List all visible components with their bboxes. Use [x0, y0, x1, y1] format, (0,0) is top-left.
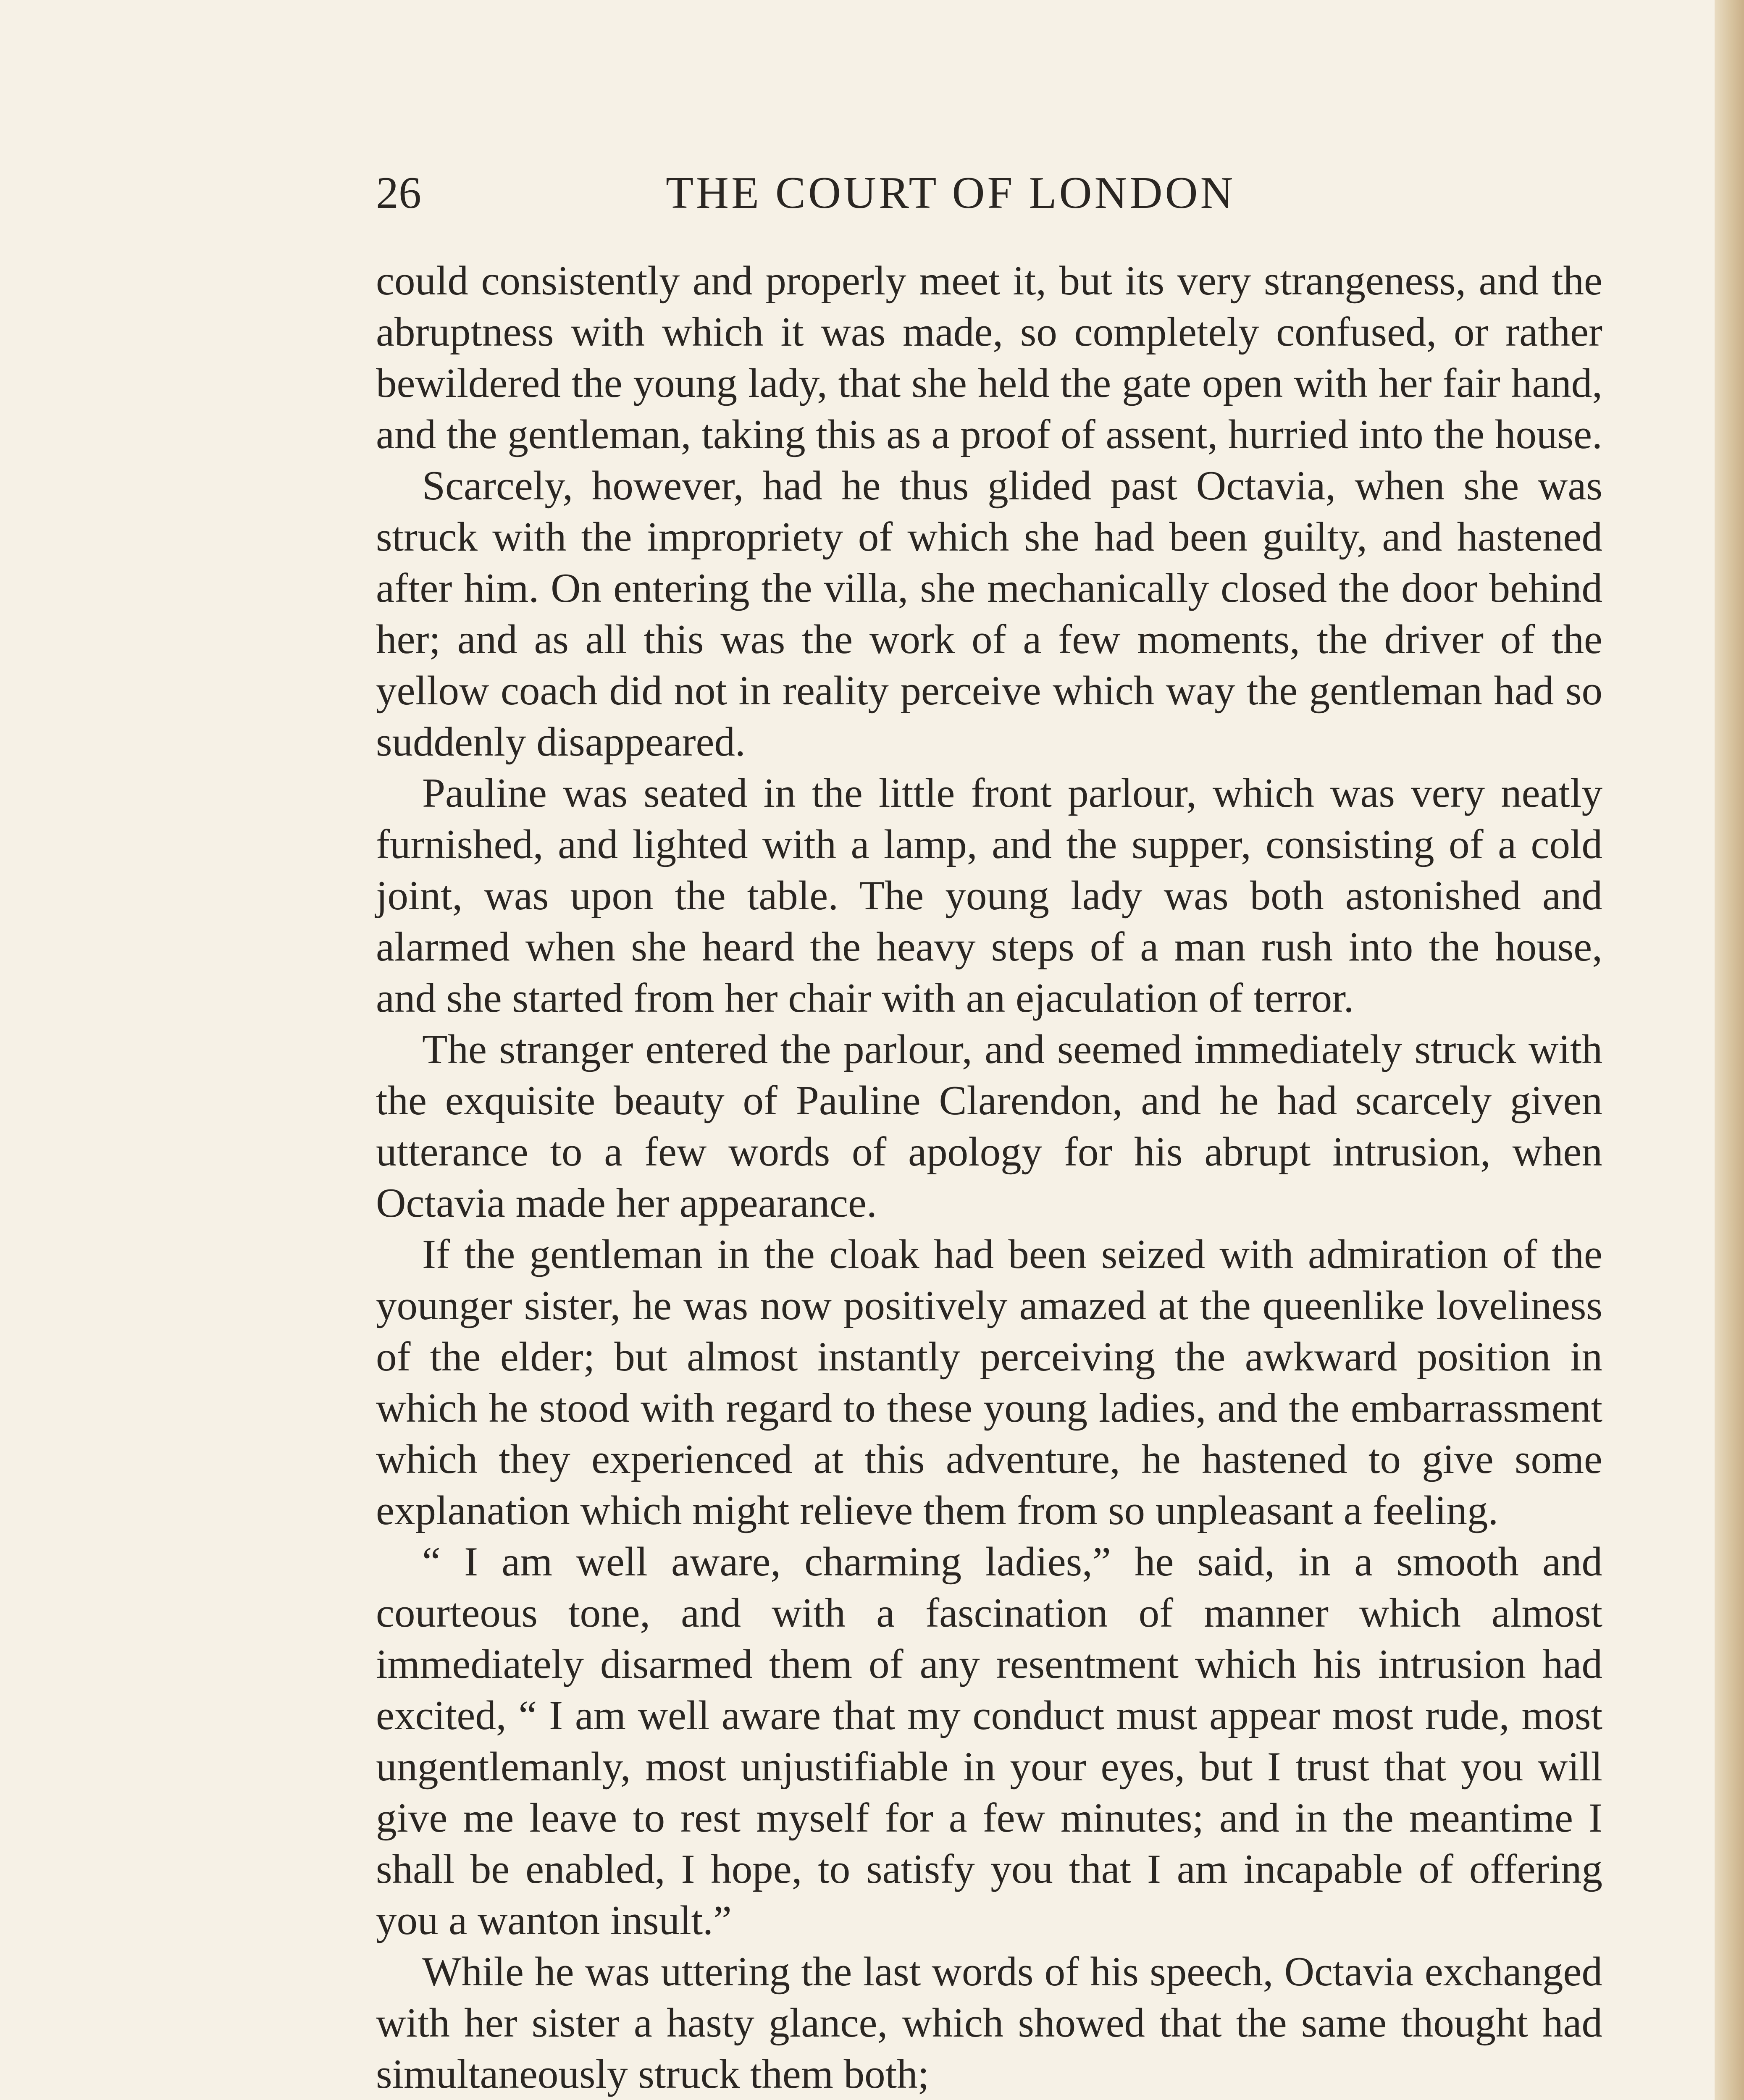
paragraph: While he was uttering the last words of his speech, Octavia exchanged with her sister a hasty glance, which showed that the same thought had simultaneously struck them both;	[376, 1949, 1602, 2097]
paragraph: Pauline was seated in the little front parlour, which was very neatly furnished, and lighted with a lamp, and the supper, consisting of a cold joint, was upon the table. The young lady was both astonished and alarmed when she heard the heavy steps of a man rush into the house, and she started from her chair with an ejaculation of terror.	[376, 770, 1602, 1021]
paragraph: Scarcely, however, had he thus glided past Octavia, when she was struck with the impropriety of which she had been guilty, and hastened after him. On entering the villa, she mechanically closed the door behind her; and as all this was the work of a few moments, the driver of the yellow coach did not in reality perceive which way the gentleman had so suddenly disappeared.	[376, 463, 1602, 765]
paragraph: The stranger entered the parlour, and seemed immediately struck with the exquisite beauty of Pauline Clarendon, and he had scarcely given utterance to a few words of apology for his abrupt intrusion, when Octavia made her appearance.	[376, 1026, 1602, 1226]
paragraph: If the gentleman in the cloak had been seized with admiration of the younger sister, he was now positively amazed at the queenlike loveliness of the elder; but almost instantly perceiving the awkward position in which he stood with regard to these young ladies, and the embarrassment which they experienced at this adventure, he hastened to give some explanation which might relieve them from so unpleasant a feeling.	[376, 1231, 1602, 1533]
running-head	[376, 166, 1602, 220]
paragraph-continuation: could consistently and properly meet it, but its very strangeness, and the abruptness with which it was made, so completely confused, or rather bewildered the young lady, that she held the gate open with her fair hand, and the gentleman, taking this as a proof of assent, hurried into the house.	[376, 258, 1602, 457]
page-number: 26	[376, 168, 421, 218]
paragraph: “ I am well aware, charming ladies,” he said, in a smooth and courteous tone, and with a fascination of manner which almost immediately disarmed them of any resentment which his intrusion had excited, “ I am well aware that my conduct must appear most rude, most ungentlemanly, most unjustifiable in your eyes, but I trust that you will give me leave to rest myself for a few minutes; and in the meantime I shall be enabled, I hope, to satisfy you that I am incapable of offering you a wanton insult.”	[376, 1539, 1602, 1943]
book-title: THE COURT OF LONDON	[666, 168, 1236, 218]
page-edge	[1715, 0, 1744, 2100]
body-text	[376, 255, 1602, 2100]
